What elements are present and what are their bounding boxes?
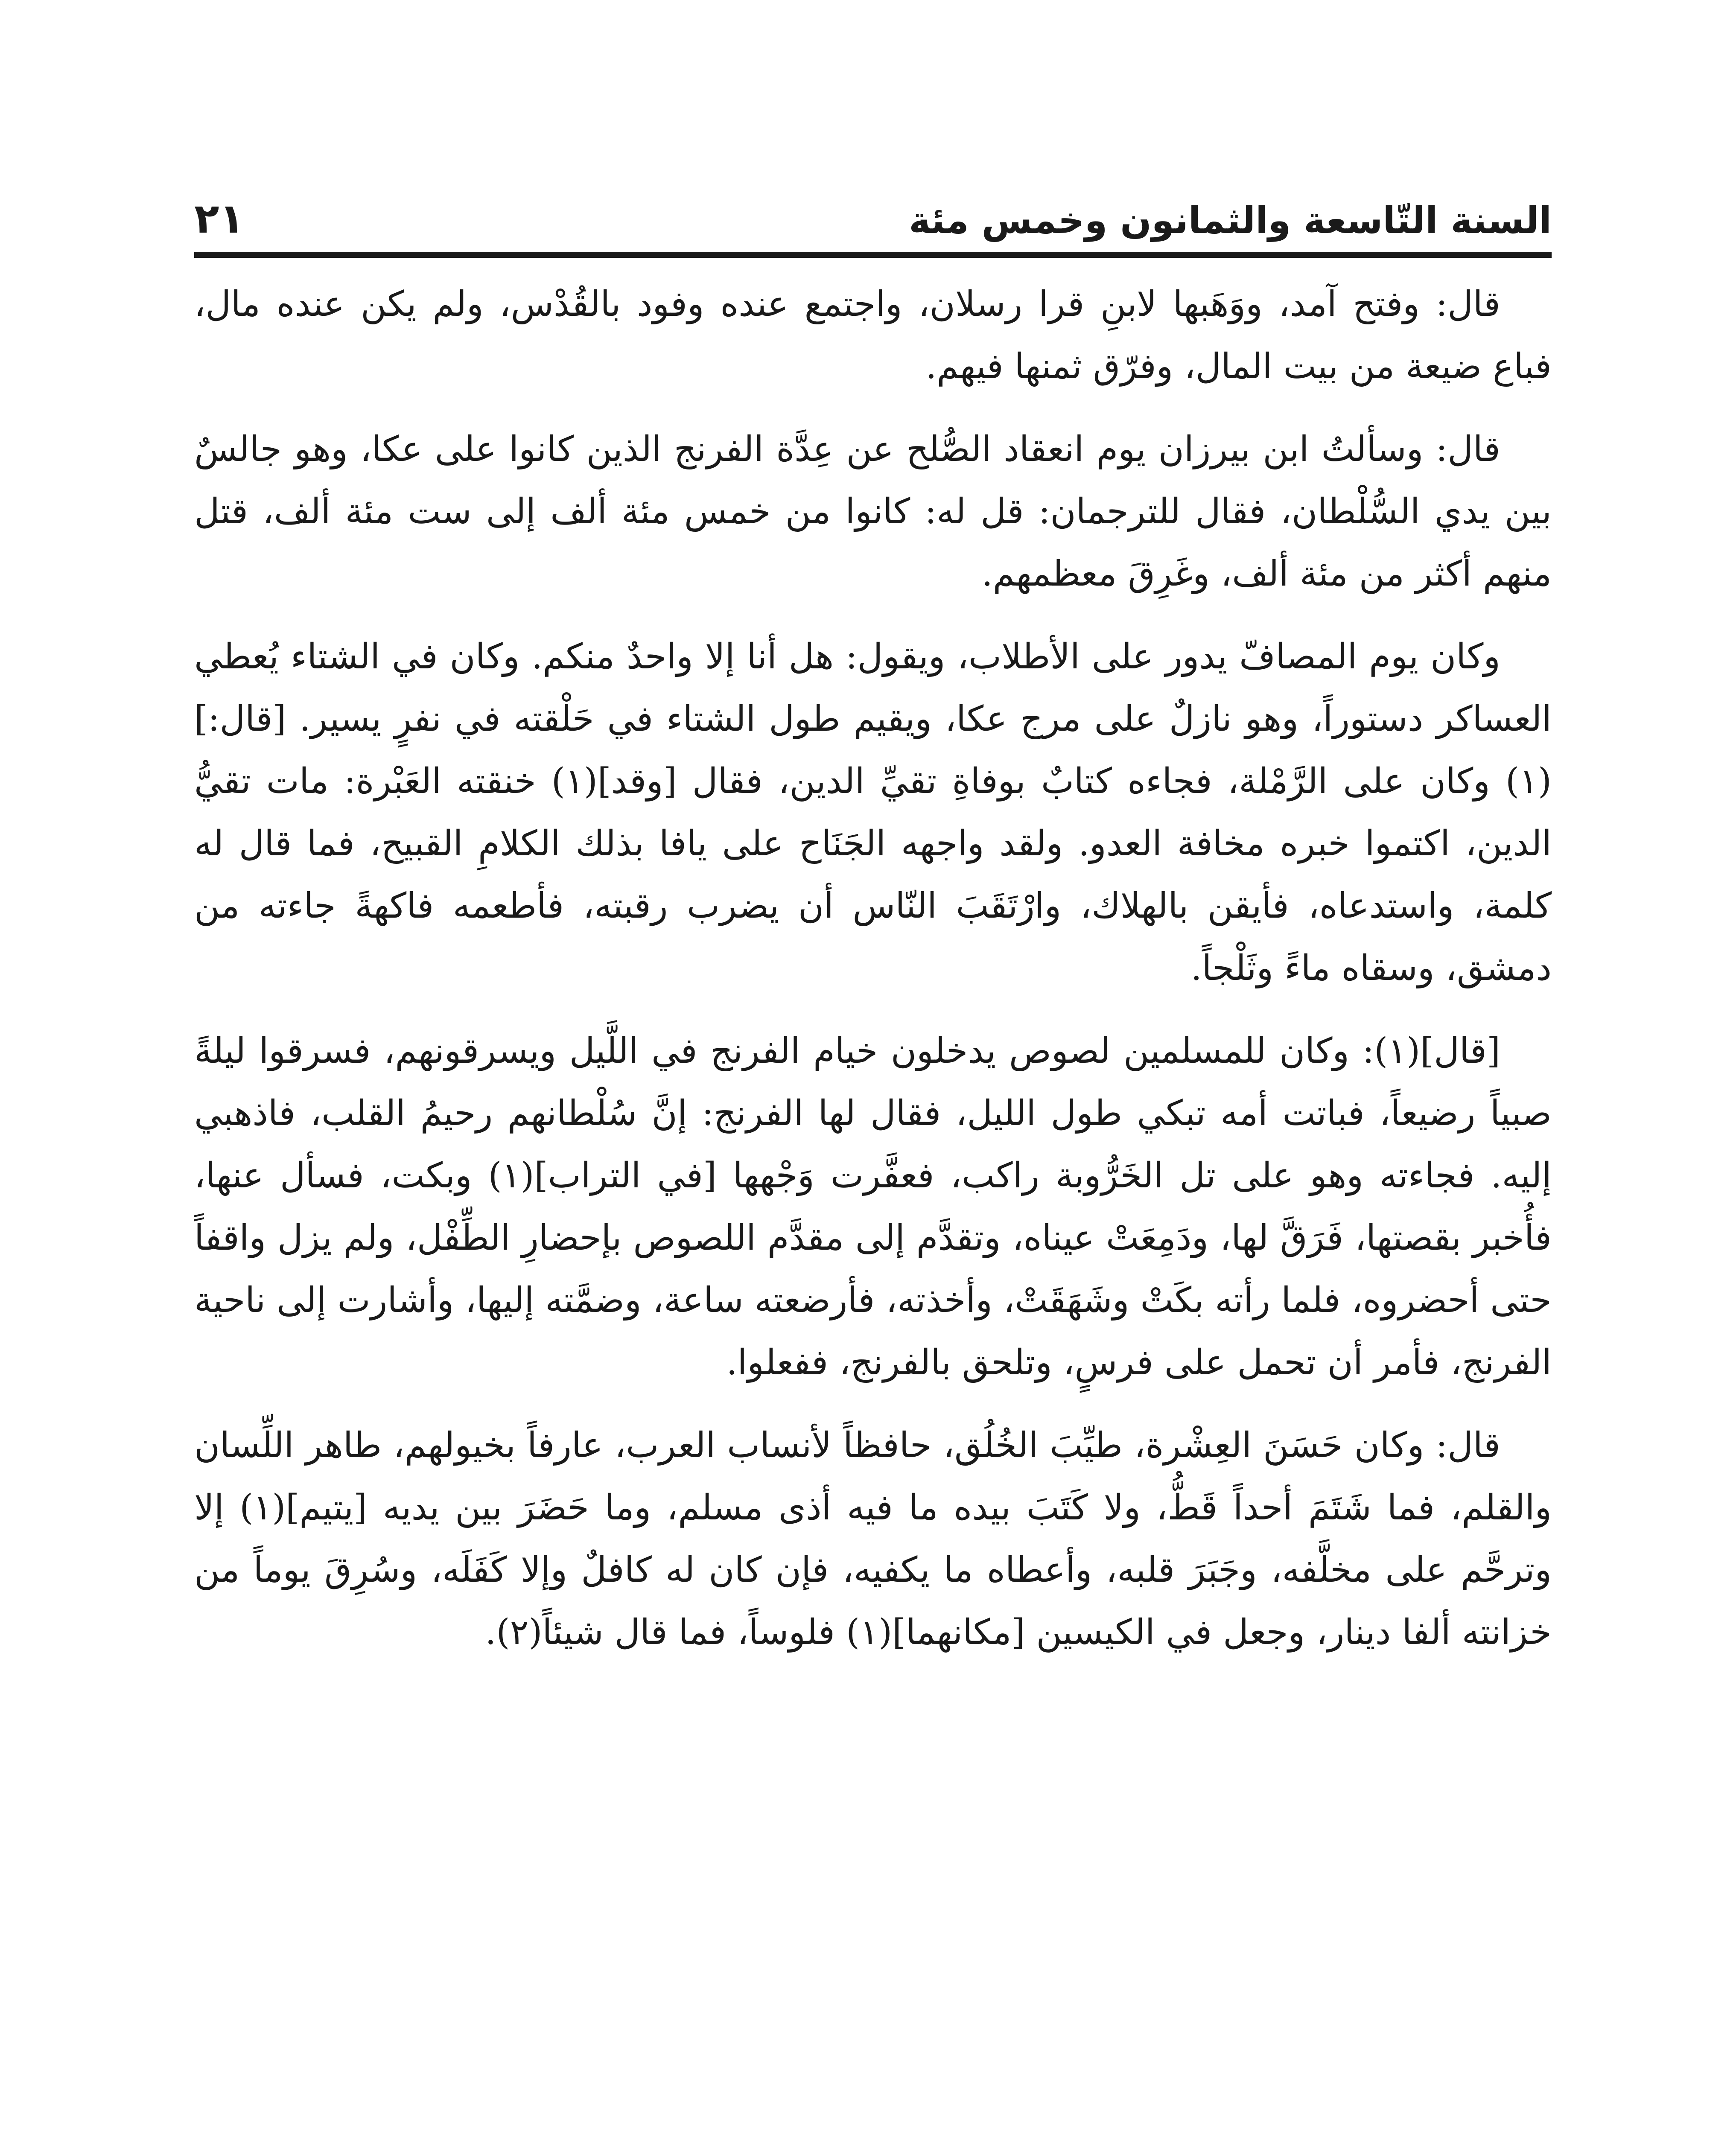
running-title: السنة التّاسعة والثمانون وخمس مئة: [909, 199, 1552, 242]
paragraph: وكان يوم المصافّ يدور على الأطلاب، ويقول: هل أنا إلا واحدٌ منكم. وكان في الشتاء يُعطي العساكر دستوراً، وهو نازلٌ على مرج عكا، ويقيم طول الشتاء في حَلْقته في نفرٍ يسير. [قال:](١) وكان على الرَّمْلة، فجاءه كتابٌ بوفاةِ تقيِّ الدين، فقال [وقد](١) خنقته العَبْرة: مات تقيُّ الدين، اكتموا خبره مخافة العدو. ولقد واجهه الجَنَاح على يافا بذلك الكلامِ القبيح، فما قال له كلمة، واستدعاه، فأيقن بالهلاك، وارْتَقَبَ النّاس أن يضرب رقبته، فأطعمه فاكهةً جاءته من دمشق، وسقاه ماءً وثَلْجاً.: [194, 636, 1552, 988]
paragraph: قال: وسألتُ ابن بيرزان يوم انعقاد الصُّلح عن عِدَّة الفرنج الذين كانوا على عكا، وهو جالسٌ بين يدي السُّلْطان، فقال للترجمان: قل له: كانوا من خمس مئة ألف إلى ست مئة ألف، قتل منهم أكثر من مئة ألف، وغَرِقَ معظمهم.: [194, 429, 1552, 594]
header-divider: [194, 252, 1552, 258]
page-body: [194, 273, 1552, 1684]
page-number: ٢١: [194, 195, 245, 242]
paragraph: قال: وكان حَسَنَ العِشْرة، طيِّبَ الخُلُق، حافظاً لأنساب العرب، عارفاً بخيولهم، طاهر اللِّسان والقلم، فما شَتَمَ أحداً قَطُّ، ولا كَتَبَ بيده ما فيه أذى مسلم، وما حَضَرَ بين يديه [يتيم](١) إلا وترحَّم على مخلَّفه، وجَبَرَ قلبه، وأعطاه ما يكفيه، فإن كان له كافلٌ وإلا كَفَلَه، وسُرِقَ يوماً من خزانته ألفا دينار، وجعل في الكيسين [مكانهما](١) فلوساً، فما قال شيئاً(٢).: [194, 1425, 1552, 1653]
page-header: [194, 179, 1552, 242]
paragraph: [قال](١): وكان للمسلمين لصوص يدخلون خيام الفرنج في اللَّيل ويسرقونهم، فسرقوا ليلةً صبياً رضيعاً، فباتت أمه تبكي طول الليل، فقال لها الفرنج: إنَّ سُلْطانهم رحيمُ القلب، فاذهبي إليه. فجاءته وهو على تل الخَرُّوبة راكب، فعفَّرت وَجْهها [في التراب](١) وبكت، فسأل عنها، فأُخبر بقصتها، فَرَقَّ لها، ودَمِعَتْ عيناه، وتقدَّم إلى مقدَّم اللصوص بإحضارِ الطِّفْل، ولم يزل واقفاً حتى أحضروه، فلما رأته بكَتْ وشَهَقَتْ، وأخذته، فأرضعته ساعة، وضمَّته إليها، وأشارت إلى ناحية الفرنج، فأمر أن تحمل على فرسٍ، وتلحق بالفرنج، ففعلوا.: [194, 1031, 1552, 1383]
paragraph: قال: وفتح آمد، ووَهَبها لابنِ قرا رسلان، واجتمع عنده وفود بالقُدْس، ولم يكن عنده مال، فباع ضيعة من بيت المال، وفرّق ثمنها فيهم.: [194, 284, 1552, 387]
